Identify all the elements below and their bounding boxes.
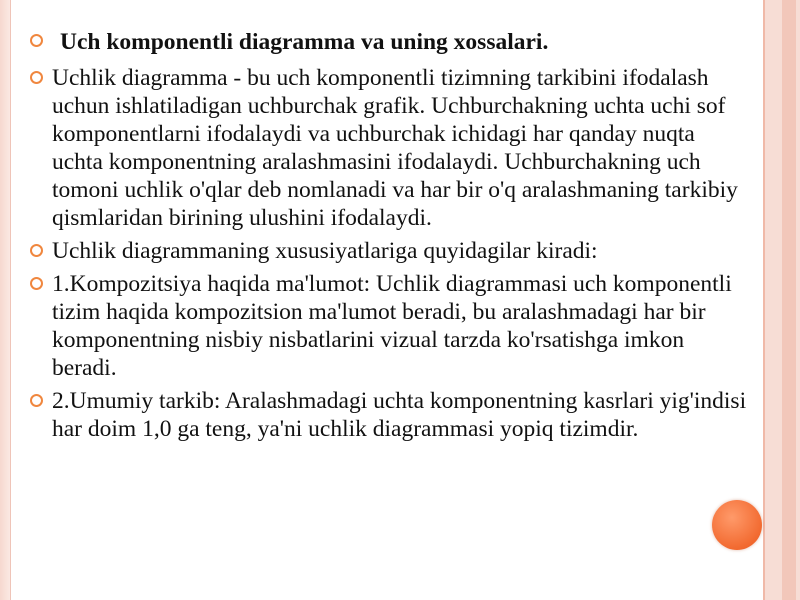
right-decorative-panel xyxy=(765,0,800,600)
bullet-ring-icon xyxy=(30,394,43,407)
bullet-ring-icon xyxy=(30,71,43,84)
bullet-paragraph-1 xyxy=(30,64,750,232)
slide-title-item xyxy=(30,28,750,56)
orange-circle-decoration xyxy=(712,500,762,550)
bullet-paragraph-3 xyxy=(30,270,750,382)
bullet-paragraph-4 xyxy=(30,387,750,443)
paragraph-text: Uchlik diagrammaning xususiyatlariga quyidagilar kiradi: xyxy=(52,238,598,264)
bullet-ring-icon xyxy=(30,244,43,257)
paragraph-text: 1.Kompozitsiya haqida ma'lumot: Uchlik diagrammasi uch komponentli tizim haqida kompozitsion ma'lumot beradi, bu aralashmadagi har bir komponentning nisbiy nisbatlarini vizual tarzda ko'rsatishga imkon beradi. xyxy=(52,271,732,381)
left-decorative-stripe xyxy=(0,0,10,600)
bullet-ring-icon xyxy=(30,34,43,47)
right-panel-inner-band xyxy=(782,0,796,600)
bullet-ring-icon xyxy=(30,277,43,290)
paragraph-text: Uchlik diagramma - bu uch komponentli tizimning tarkibini ifodalash uchun ishlatiladigan uchburchak grafik. Uchburchakning uchta uchi sof komponentlarni ifodalaydi va uchburchak ichidagi har qanday nuqta uchta komponentning aralashmasini ifodalaydi. Uchburchakning uch tomoni uchlik o'qlar deb nomlanadi va har bir o'q aralashmaning tarkibiy qismlaridan birining ulushini ifodalaydi. xyxy=(52,65,738,231)
slide-content xyxy=(30,28,750,448)
paragraph-text: 2.Umumiy tarkib: Aralashmadagi uchta komponentning kasrlari yig'indisi har doim 1,0 ga teng, ya'ni uchlik diagrammasi yopiq tizimdir. xyxy=(52,388,747,442)
bullet-paragraph-2 xyxy=(30,237,750,265)
left-stripe-line xyxy=(10,0,11,600)
slide-title: Uch komponentli diagramma va uning xossalari. xyxy=(60,29,549,55)
